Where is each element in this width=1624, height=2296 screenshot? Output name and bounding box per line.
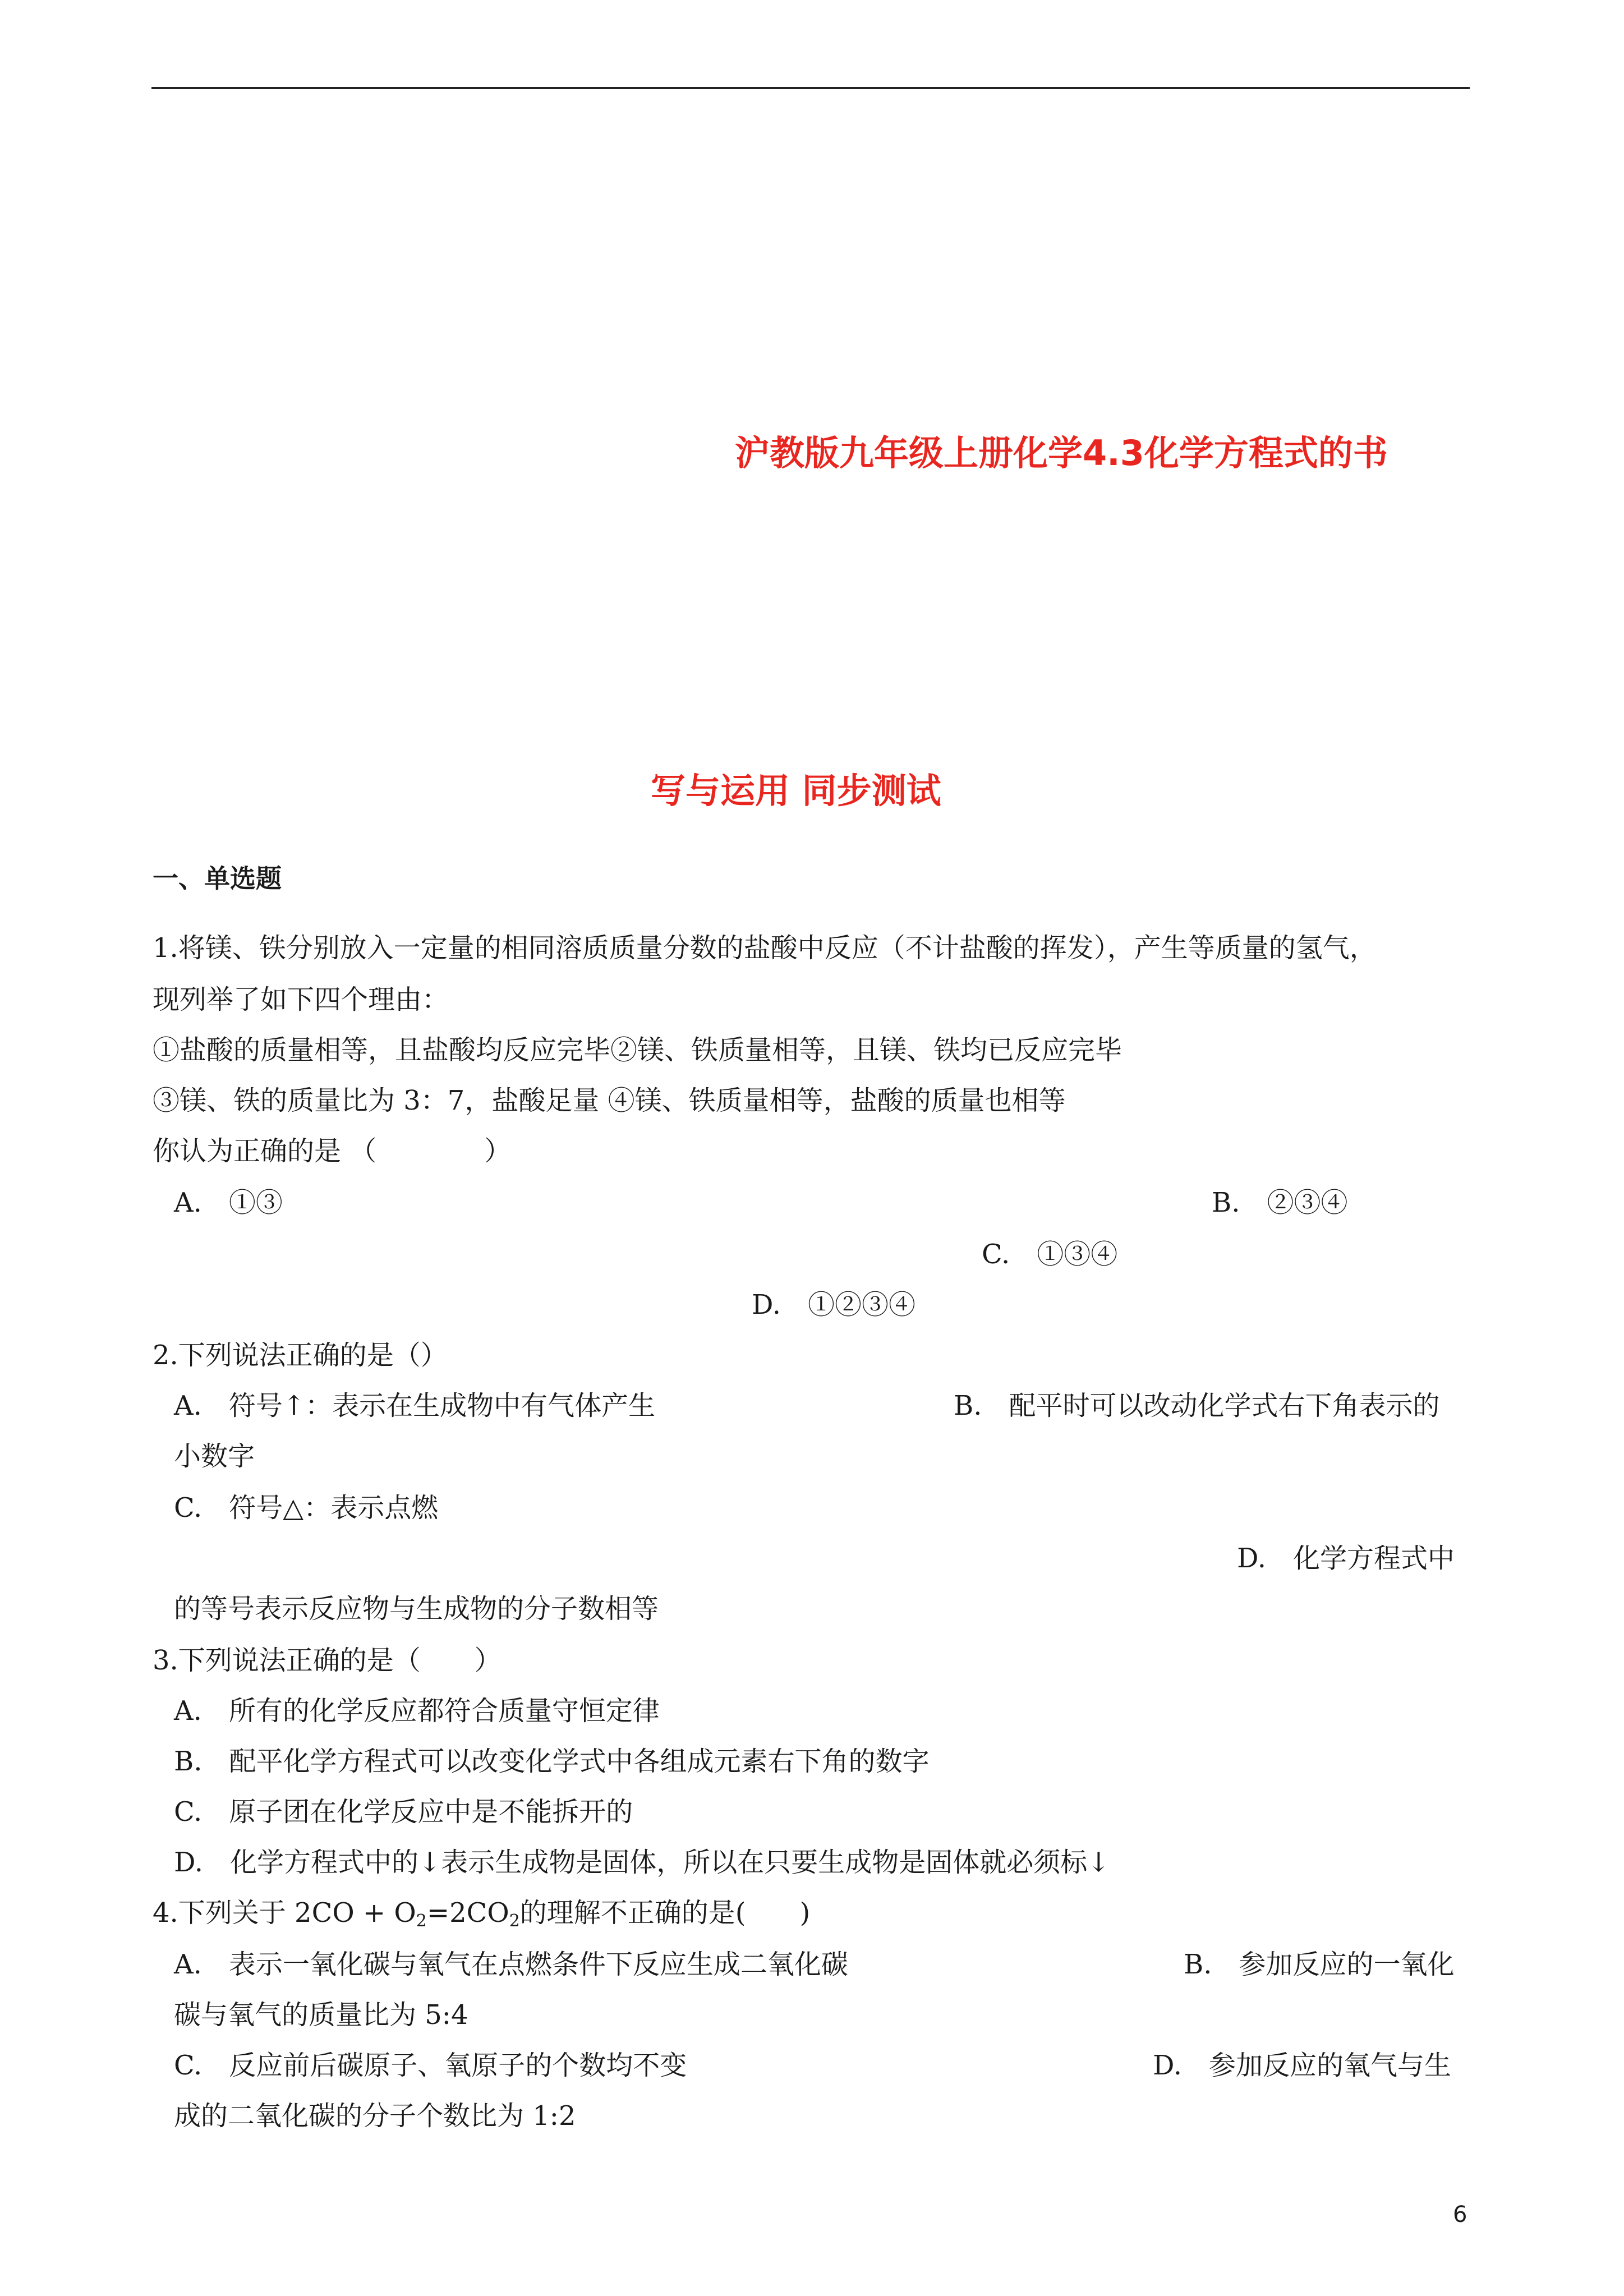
q4-stem [153,1896,810,1938]
q3-option-c: C. 原子团在化学反应中是不能拆开的 [174,1796,633,1828]
q1-option-c: C. ①③④ [982,1239,1118,1270]
q1-reason-line-2: ③镁、铁的质量比为 3：7，盐酸足量 ④镁、铁质量相等，盐酸的质量也相等 [153,1085,1066,1116]
q4-stem-subscript-2: 2 [509,1911,520,1931]
q3-stem: 3.下列说法正确的是（ ） [153,1645,502,1676]
q4-option-b-line-2: 碳与氧气的质量比为 5:4 [174,1999,468,2031]
q2-option-a: A. 符号↑：表示在生成物中有气体产生 [174,1390,656,1421]
q4-option-b-line-1: B. 参加反应的一氧化 [1184,1949,1455,1980]
q4-option-c: C. 反应前后碳原子、氧原子的个数均不变 [174,2050,687,2081]
q1-option-b: B. ②③④ [1212,1187,1348,1218]
q4-stem-middle: =2CO [426,1897,509,1929]
q1-option-d: D. ①②③④ [752,1289,916,1320]
q2-option-b-line-2: 小数字 [174,1441,255,1472]
q4-option-a: A. 表示一氧化碳与氧气在点燃条件下反应生成二氧化碳 [174,1949,848,1980]
q1-prompt: 你认为正确的是 （ ） [153,1135,512,1167]
header-rule [151,87,1470,89]
q2-stem: 2.下列说法正确的是（） [153,1340,448,1371]
q1-option-a: A. ①③ [174,1187,283,1218]
q3-option-a: A. 所有的化学反应都符合质量守恒定律 [174,1695,660,1727]
q4-option-d-line-1: D. 参加反应的氧气与生 [1153,2050,1452,2081]
q2-option-c: C. 符号△：表示点燃 [174,1492,439,1524]
q4-option-d-line-2: 成的二氧化碳的分子个数比为 1:2 [174,2100,576,2132]
q3-option-d: D. 化学方程式中的↓表示生成物是固体，所以在只要生成物是固体就必须标↓ [174,1847,1110,1878]
q3-option-b: B. 配平化学方程式可以改变化学式中各组成元素右下角的数字 [174,1746,930,1777]
q4-stem-subscript-1: 2 [416,1911,427,1931]
q1-stem-line-1: 1.将镁、铁分别放入一定量的相同溶质质量分数的盐酸中反应（不计盐酸的挥发），产生等质量的氢气， [153,932,1377,964]
q1-stem-line-2: 现列举了如下四个理由： [153,984,449,1015]
q4-stem-prefix: 4.下列关于 2CO + O [153,1897,416,1929]
title-line-1: 沪教版九年级上册化学4.3化学方程式的书 [735,432,1388,473]
q4-stem-suffix: 的理解不正确的是( ) [519,1897,811,1929]
q2-option-d-line-1: D. 化学方程式中 [1237,1543,1455,1574]
title-line-2: 写与运用 同步测试 [651,770,941,811]
q2-option-d-line-2: 的等号表示反应物与生成物的分子数相等 [174,1593,659,1625]
section-heading: 一、单选题 [153,863,282,894]
page-number: 6 [1453,2202,1467,2228]
q1-reason-line-1: ①盐酸的质量相等，且盐酸均反应完毕②镁、铁质量相等，且镁、铁均已反应完毕 [153,1034,1122,1066]
q2-option-b-line-1: B. 配平时可以改动化学式右下角表示的 [954,1390,1440,1421]
